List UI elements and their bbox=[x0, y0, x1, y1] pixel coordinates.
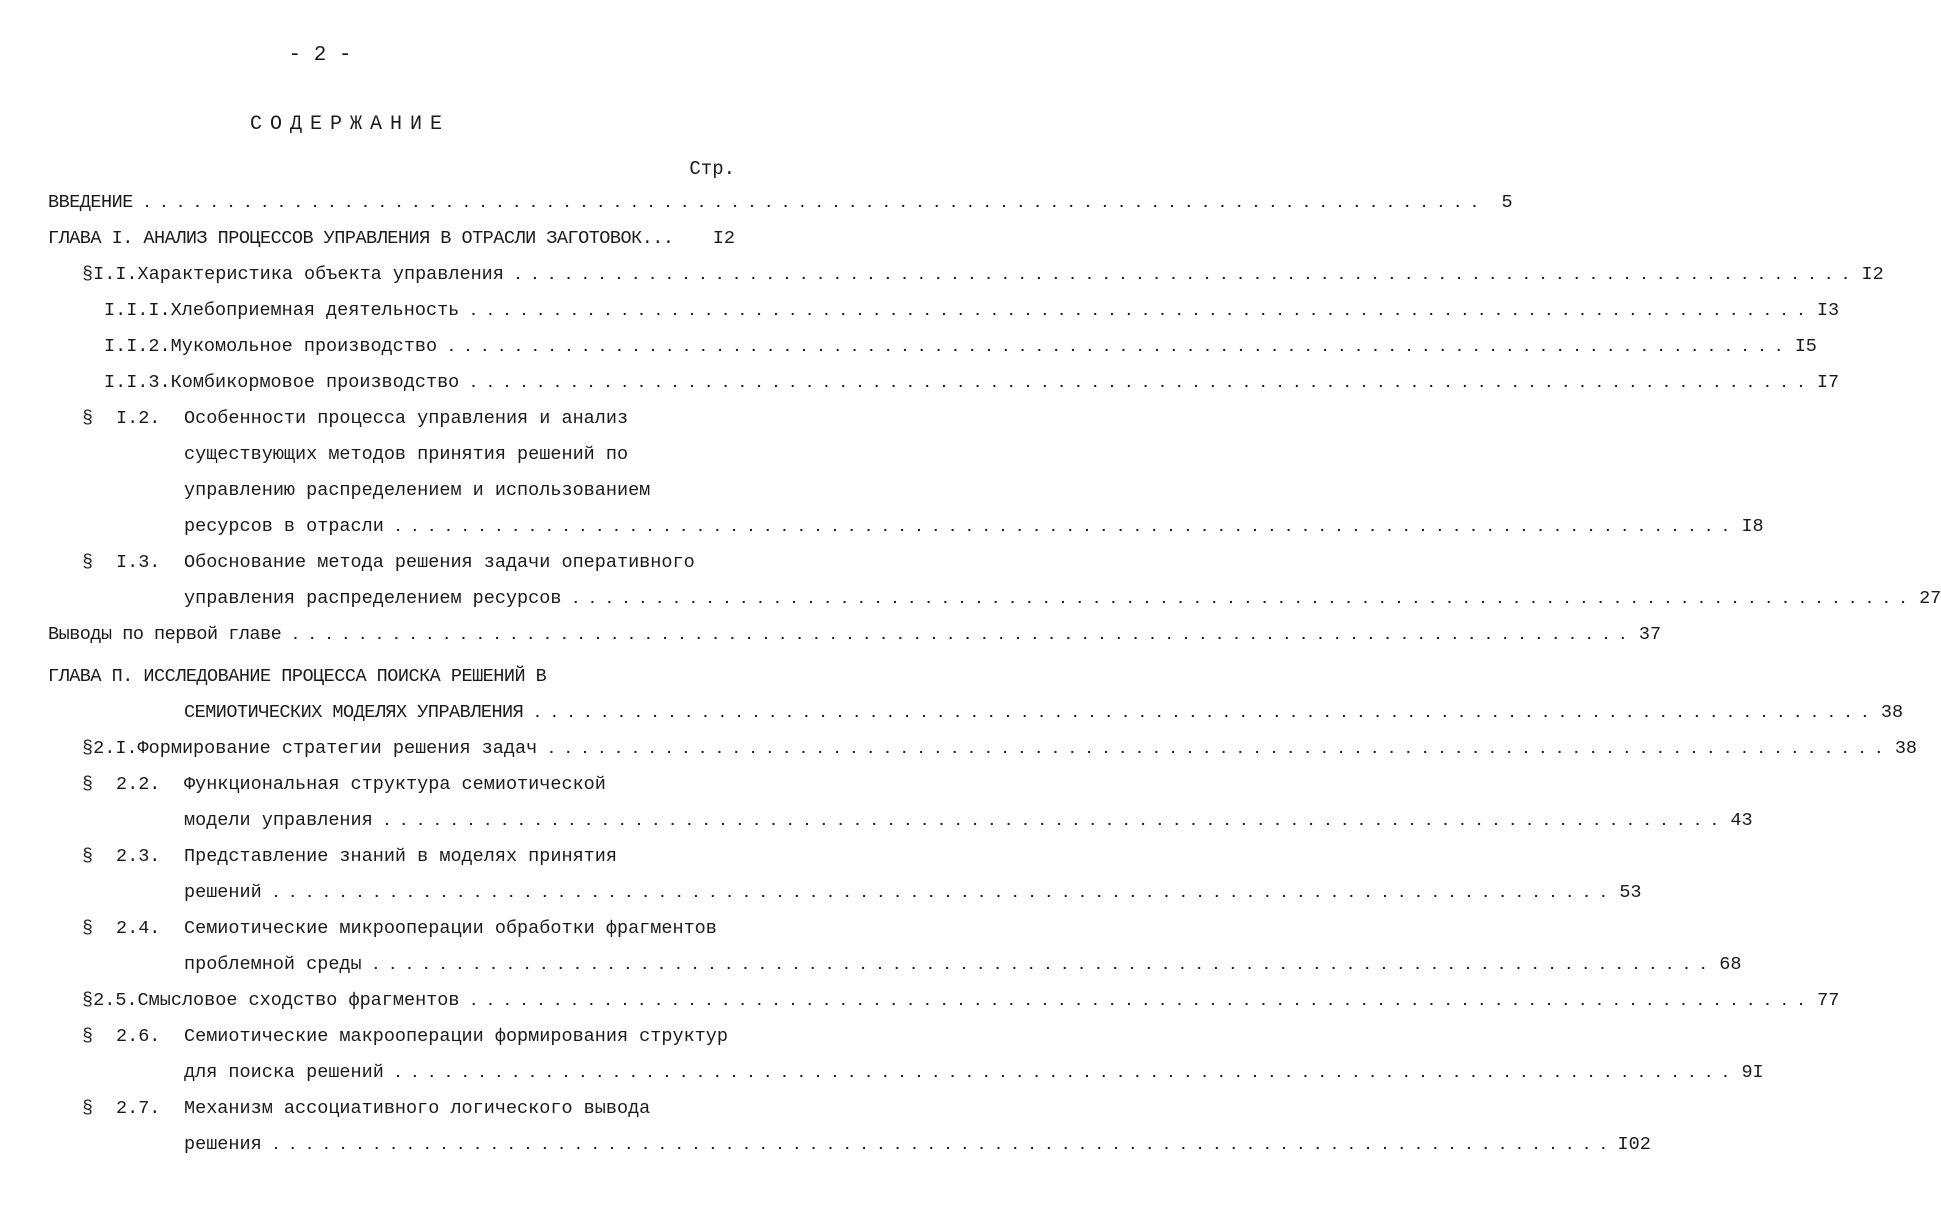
toc-page-number: 43 bbox=[1730, 810, 1753, 831]
toc-entry-title: Хлебоприемная деятельность bbox=[170, 300, 460, 321]
section-number: 2.5. bbox=[93, 990, 138, 1011]
toc-entry-title-line: Обоснование метода решения задачи оперативного bbox=[184, 552, 695, 573]
section-sign: § bbox=[82, 1098, 94, 1119]
table-of-contents bbox=[0, 188, 1941, 1168]
toc-entry-title-line: управления распределением ресурсов bbox=[184, 588, 562, 609]
toc-entry-title-line: проблемной среды bbox=[184, 954, 362, 975]
dot-leader bbox=[447, 336, 1783, 357]
toc-entry-title-line: ГЛАВА П. ИССЛЕДОВАНИЕ ПРОЦЕССА ПОИСКА РЕШЕНИЙ В bbox=[48, 666, 547, 687]
dot-leader bbox=[383, 810, 1719, 831]
dot-leader bbox=[533, 702, 1869, 723]
section-number: 2.7. bbox=[116, 1098, 161, 1119]
section-sign: § bbox=[82, 990, 94, 1011]
toc-entry-title-line: СЕМИОТИЧЕСКИХ МОДЕЛЯХ УПРАВЛЕНИЯ bbox=[184, 702, 524, 723]
toc-entry-conclusions-chapter-1 bbox=[48, 624, 1662, 654]
toc-entry-section-2-4 bbox=[82, 918, 735, 948]
toc-entry-title-line: Особенности процесса управления и анализ bbox=[184, 408, 629, 429]
section-number: I.I.I. bbox=[104, 300, 171, 321]
page-column-label: Стр. bbox=[689, 158, 735, 180]
toc-entry-introduction bbox=[48, 192, 1513, 222]
section-sign: § bbox=[82, 552, 94, 573]
toc-entry-continuation bbox=[184, 588, 1941, 618]
toc-entry-section-2-6 bbox=[82, 1026, 735, 1056]
toc-entry-title-line: существующих методов принятия решений по bbox=[184, 444, 629, 465]
dot-leader bbox=[394, 516, 1730, 537]
toc-entry-chapter-2 bbox=[48, 666, 735, 696]
dot-leader bbox=[372, 954, 1708, 975]
toc-entry-title-line: ресурсов в отрасли bbox=[184, 516, 384, 537]
toc-page-number: I2 bbox=[1861, 264, 1884, 285]
toc-entry-section-1-2 bbox=[82, 408, 735, 438]
toc-entry-title: Выводы по первой главе bbox=[48, 624, 282, 645]
dot-leader bbox=[394, 1062, 1730, 1083]
dot-leader bbox=[469, 990, 1805, 1011]
toc-page-number: I02 bbox=[1617, 1134, 1651, 1155]
toc-page-number: I7 bbox=[1816, 372, 1840, 393]
toc-page-number: I2 bbox=[712, 228, 735, 249]
toc-page-number: 9I bbox=[1741, 1062, 1764, 1083]
toc-entry-continuation bbox=[184, 1134, 1651, 1164]
toc-entry-title: Комбикормовое производство bbox=[170, 372, 460, 393]
toc-entry-title-line: решения bbox=[184, 1134, 262, 1155]
toc-entry-title: Формирование стратегии решения задач bbox=[137, 738, 538, 759]
toc-entry-continuation bbox=[184, 882, 1642, 912]
section-number: 2.2. bbox=[116, 774, 161, 795]
dot-leader bbox=[143, 192, 1479, 213]
toc-page-number: 68 bbox=[1719, 954, 1742, 975]
toc-entry-title: ГЛАВА I. АНАЛИЗ ПРОЦЕССОВ УПРАВЛЕНИЯ В ОТРАСЛИ ЗАГОТОВОК... bbox=[48, 228, 674, 249]
toc-entry-title-line: Представление знаний в моделях принятия bbox=[184, 846, 617, 867]
toc-entry-continuation bbox=[184, 1062, 1764, 1092]
section-sign: § bbox=[82, 918, 94, 939]
toc-entry-continuation bbox=[184, 444, 735, 474]
toc-entry-title-line: модели управления bbox=[184, 810, 373, 831]
section-number: 2.4. bbox=[116, 918, 161, 939]
toc-page-number: 5 bbox=[1501, 192, 1513, 213]
section-sign: § bbox=[82, 408, 94, 429]
toc-entry-title: ВВЕДЕНИЕ bbox=[48, 192, 133, 213]
dot-leader bbox=[272, 1134, 1608, 1155]
toc-entry-title-line: управлению распределением и использованием bbox=[184, 480, 651, 501]
toc-page-number: 53 bbox=[1619, 882, 1642, 903]
page-title: СОДЕРЖАНИЕ bbox=[249, 113, 451, 136]
section-number: I.I.3. bbox=[104, 372, 171, 393]
toc-entry-title: Смысловое сходство фрагментов bbox=[137, 990, 460, 1011]
toc-entry-title-line: решений bbox=[184, 882, 262, 903]
toc-entry-title: Мукомольное производство bbox=[170, 336, 438, 357]
section-number: 2.6. bbox=[116, 1026, 161, 1047]
toc-page-number: I8 bbox=[1741, 516, 1764, 537]
toc-entry-title-line: Механизм ассоциативного логического вывода bbox=[184, 1098, 651, 1119]
toc-page-number: 38 bbox=[1880, 702, 1904, 723]
toc-entry-section-1-1 bbox=[82, 264, 1884, 294]
section-sign: § bbox=[82, 1026, 94, 1047]
page-number: - 2 - bbox=[288, 44, 352, 67]
toc-entry-section-2-7 bbox=[82, 1098, 735, 1128]
toc-entry-continuation bbox=[184, 810, 1753, 840]
section-number: I.3. bbox=[116, 552, 161, 573]
toc-entry-section-2-5 bbox=[82, 990, 1840, 1020]
toc-page-number: 37 bbox=[1638, 624, 1662, 645]
section-sign: § bbox=[82, 846, 94, 867]
toc-entry-continuation bbox=[184, 702, 1904, 732]
toc-page-number: 38 bbox=[1894, 738, 1918, 759]
toc-page-number: 27 bbox=[1919, 588, 1941, 609]
toc-entry-subsection-1-1-3 bbox=[104, 372, 1840, 402]
toc-entry-subsection-1-1-2 bbox=[104, 336, 1817, 366]
section-sign: § bbox=[82, 738, 94, 759]
toc-page-number: 77 bbox=[1817, 990, 1840, 1011]
toc-entry-title-line: Семиотические макрооперации формирования структур bbox=[184, 1026, 728, 1047]
toc-page-number: I3 bbox=[1816, 300, 1840, 321]
toc-entry-section-2-2 bbox=[82, 774, 735, 804]
toc-entry-title: Характеристика объекта управления bbox=[137, 264, 504, 285]
dot-leader bbox=[571, 588, 1907, 609]
toc-entry-continuation bbox=[184, 480, 735, 510]
toc-entry-section-2-3 bbox=[82, 846, 735, 876]
toc-entry-continuation bbox=[184, 516, 1764, 546]
dot-leader bbox=[469, 300, 1805, 321]
toc-entry-subsection-1-1-1 bbox=[104, 300, 1840, 330]
toc-entry-title-line: для поиска решений bbox=[184, 1062, 384, 1083]
section-number: I.2. bbox=[116, 408, 161, 429]
toc-entry-title-line: Функциональная структура семиотической bbox=[184, 774, 606, 795]
toc-entry-chapter-1 bbox=[48, 228, 735, 258]
dot-leader bbox=[291, 624, 1627, 645]
dot-leader bbox=[272, 882, 1608, 903]
dot-leader bbox=[469, 372, 1805, 393]
toc-entry-continuation bbox=[184, 954, 1742, 984]
section-number: I.I. bbox=[93, 264, 138, 285]
dot-leader bbox=[547, 738, 1883, 759]
toc-entry-section-1-3 bbox=[82, 552, 735, 582]
section-number: 2.3. bbox=[116, 846, 161, 867]
section-number: 2.I. bbox=[93, 738, 138, 759]
toc-entry-section-2-1 bbox=[82, 738, 1918, 768]
dot-leader bbox=[514, 264, 1850, 285]
section-sign: § bbox=[82, 264, 94, 285]
toc-entry-title-line: Семиотические микрооперации обработки фрагментов bbox=[184, 918, 717, 939]
toc-page-number: I5 bbox=[1794, 336, 1817, 357]
section-sign: § bbox=[82, 774, 94, 795]
section-number: I.I.2. bbox=[104, 336, 171, 357]
